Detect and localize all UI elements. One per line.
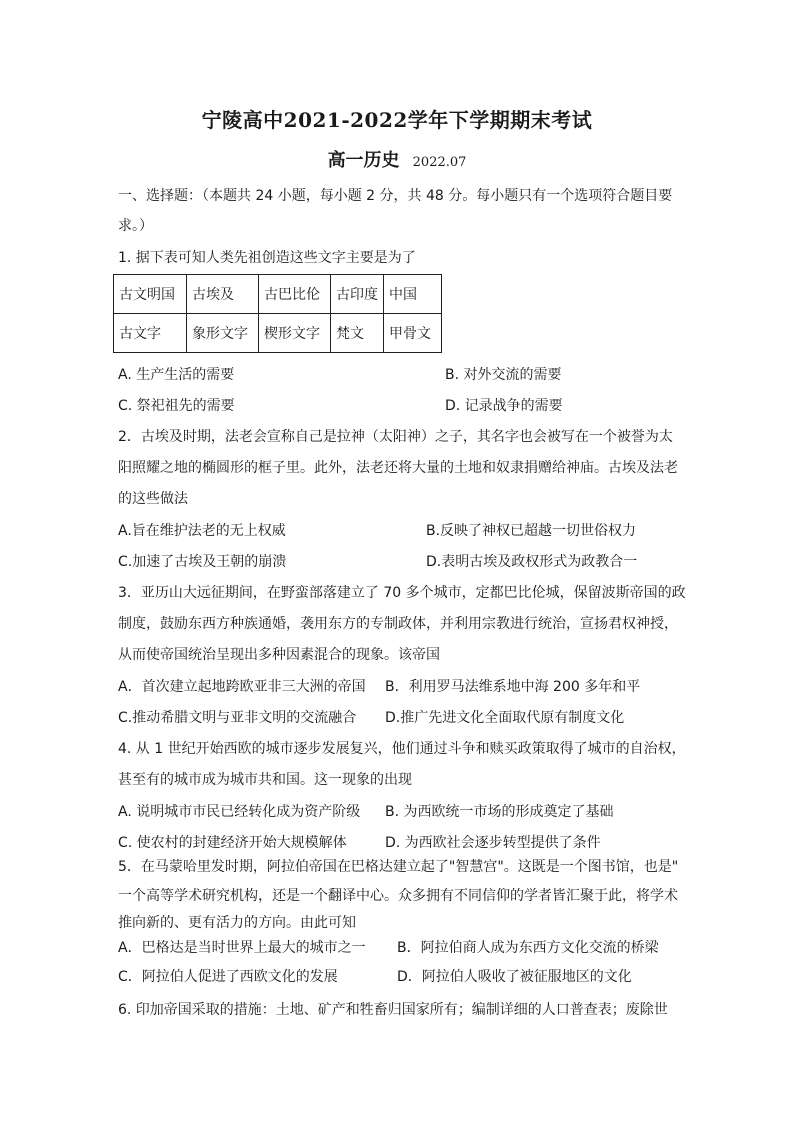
table-row <box>114 275 442 314</box>
question-2-option-d: D.表明古埃及政权形式为政教合一 <box>426 554 638 570</box>
question-3-option-c: C.推动希腊文明与亚非文明的交流融合 <box>118 710 357 726</box>
question-3-option-b: B．利用罗马法维系地中海 200 多年和平 <box>385 679 641 695</box>
question-1-option-b: B. 对外交流的需要 <box>445 367 562 383</box>
question-3-stem-cont: 从而使帝国统治呈现出多种因素混合的现象。该帝国 <box>118 647 440 663</box>
table-cell: 古埃及 <box>187 275 259 314</box>
question-3-stem: 3．亚历山大远征期间，在野蛮部落建立了 70 多个城市，定都巴比伦城，保留波斯帝国的政 <box>118 585 686 601</box>
table-cell: 古巴比伦 <box>259 275 331 314</box>
writing-systems-table <box>113 274 442 353</box>
question-1-option-c: C. 祭祀祖先的需要 <box>118 398 235 414</box>
section-heading: 一、选择题：（本题共 24 小题，每小题 2 分，共 48 分。每小题只有一个选项符合题目要 <box>118 188 673 204</box>
exam-title: 宁陵高中2021-2022学年下学期期末考试 <box>201 108 593 132</box>
question-2-option-c: C.加速了古埃及王朝的崩溃 <box>118 554 287 570</box>
question-1-option-a: A. 生产生活的需要 <box>118 367 235 383</box>
question-4-option-c: C. 使农村的封建经济开始大规模解体 <box>118 835 347 851</box>
table-cell: 中国 <box>384 275 442 314</box>
question-2-option-b: B.反映了神权已超越一切世俗权力 <box>426 523 637 539</box>
question-6-stem: 6. 印加帝国采取的措施：土地、矿产和牲畜归国家所有；编制详细的人口普查表；废除世 <box>118 1002 668 1018</box>
question-1-stem: 1. 据下表可知人类先祖创造这些文字主要是为了 <box>118 250 416 266</box>
table-cell: 古印度 <box>331 275 384 314</box>
table-row <box>114 314 442 353</box>
exam-date: 2022.07 <box>412 155 467 170</box>
question-3-option-a: A．首次建立起地跨欧亚非三大洲的帝国 <box>118 679 366 695</box>
question-5-stem-cont: 推向新的、更有活力的方向。由此可知 <box>118 915 356 931</box>
table-cell: 甲骨文 <box>384 314 442 353</box>
question-4-option-a: A. 说明城市市民已经转化成为资产阶级 <box>118 804 361 820</box>
question-2-stem-cont: 阳照耀之地的椭圆形的框子里。此外，法老还将大量的土地和奴隶捐赠给神庙。古埃及法老 <box>118 460 678 476</box>
question-2-stem: 2．古埃及时期，法老会宣称自己是拉神（太阳神）之子，其名字也会被写在一个被誉为太 <box>118 429 673 445</box>
question-4-option-b: B. 为西欧统一市场的形成奠定了基础 <box>385 804 614 820</box>
question-2-stem-cont: 的这些做法 <box>118 491 188 507</box>
table-cell: 楔形文字 <box>259 314 331 353</box>
question-4-option-d: D. 为西欧社会逐步转型提供了条件 <box>385 835 601 851</box>
question-4-stem-cont: 甚至有的城市成为城市共和国。这一现象的出现 <box>118 772 412 788</box>
question-5-option-d: D．阿拉伯人吸收了被征服地区的文化 <box>397 969 632 985</box>
question-5-option-c: C．阿拉伯人促进了西欧文化的发展 <box>118 969 338 985</box>
table-cell: 梵文 <box>331 314 384 353</box>
table-cell: 古文字 <box>114 314 187 353</box>
question-2-option-a: A.旨在维护法老的无上权威 <box>118 523 286 539</box>
question-1-option-d: D. 记录战争的需要 <box>445 398 563 414</box>
table-cell: 象形文字 <box>187 314 259 353</box>
question-4-stem: 4. 从 1 世纪开始西欧的城市逐步发展复兴，他们通过斗争和赎买政策取得了城市的自治权， <box>118 741 686 757</box>
question-5-stem: 5．在马蒙哈里发时期，阿拉伯帝国在巴格达建立起了"智慧宫"。这既是一个图书馆，也是" <box>118 859 679 875</box>
question-3-option-d: D.推广先进文化全面取代原有制度文化 <box>385 710 625 726</box>
question-5-option-a: A．巴格达是当时世界上最大的城市之一 <box>118 940 366 956</box>
table-cell: 古文明国 <box>114 275 187 314</box>
section-heading-cont: 求。） <box>118 218 153 234</box>
question-5-stem-cont: 一个高等学术研究机构，还是一个翻译中心。众多拥有不同信仰的学者皆汇聚于此，将学术 <box>118 888 678 904</box>
question-5-option-b: B．阿拉伯商人成为东西方文化交流的桥梁 <box>397 940 659 956</box>
subject-label: 高一历史 <box>327 150 400 171</box>
exam-subtitle <box>0 146 794 172</box>
question-3-stem-cont: 制度，鼓励东西方种族通婚，袭用东方的专制政体，并利用宗教进行统治，宣扬君权神授， <box>118 616 678 632</box>
